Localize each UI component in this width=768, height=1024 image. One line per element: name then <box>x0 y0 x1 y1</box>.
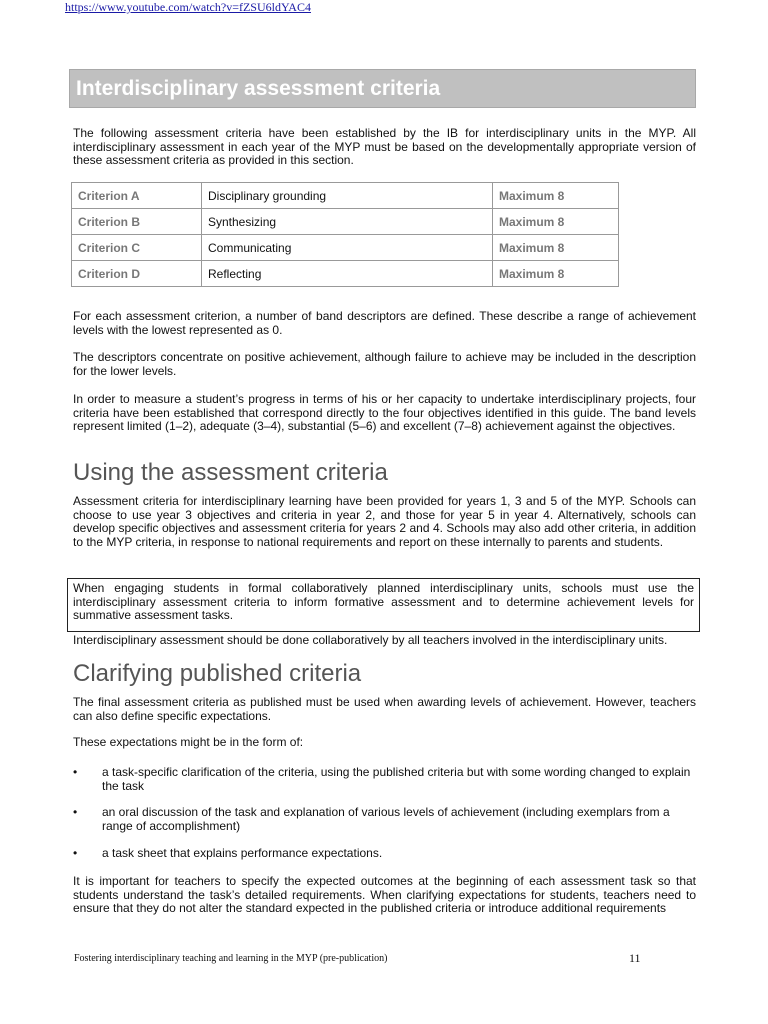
paragraph-expectations: These expectations might be in the form of: <box>73 735 304 749</box>
paragraph-descriptors: The descriptors concentrate on positive achievement, although failure to achieve may be included in the description for the lower levels. <box>73 350 696 378</box>
paragraph-final-criteria: The final assessment criteria as published must be used when awarding levels of achievement. However, teachers can also define specific expectations. <box>73 695 696 723</box>
paragraph-collaborative: Interdisciplinary assessment should be done collaboratively by all teachers involved in the interdisciplinary units. <box>73 633 668 647</box>
criterion-name: Reflecting <box>202 261 493 287</box>
criterion-label: Criterion A <box>72 183 202 209</box>
criterion-name: Communicating <box>202 235 493 261</box>
criterion-maximum: Maximum 8 <box>493 235 619 261</box>
page-footer: Fostering interdisciplinary teaching and learning in the MYP (pre-publication) <box>74 953 388 964</box>
heading-clarifying-criteria: Clarifying published criteria <box>73 660 362 687</box>
boxed-note <box>67 578 700 632</box>
intro-paragraph: The following assessment criteria have been established by the IB for interdisciplinary units in the MYP. All interdisciplinary assessment in each year of the MYP must be based on the developmentally appropriate version of these assessment criteria as provided in this section. <box>73 126 696 168</box>
bullet-icon: • <box>73 765 78 779</box>
list-item: • a task sheet that explains performance expectations. <box>73 846 383 860</box>
boxed-note-text: When engaging students in formal collaboratively planned interdisciplinary units, schools must use the interdisciplinary assessment criteria to inform formative assessment and to determine achievement levels for summative assessment tasks. <box>73 581 694 623</box>
list-item: • an oral discussion of the task and explanation of various levels of achievement (including exemplars from a range of accomplishment) <box>73 805 670 833</box>
criterion-maximum: Maximum 8 <box>493 183 619 209</box>
criterion-name: Disciplinary grounding <box>202 183 493 209</box>
heading-using-criteria: Using the assessment criteria <box>73 459 388 486</box>
criterion-maximum: Maximum 8 <box>493 261 619 287</box>
bullet-icon: • <box>73 846 78 860</box>
paragraph-outcomes: It is important for teachers to specify the expected outcomes at the beginning of each assessment task so that students understand the task’s detailed requirements. When clarifying expectations for students, teachers need to ensure that they do not alter the standard expected in the published criteria or introduce additional requirements <box>73 874 696 916</box>
criterion-maximum: Maximum 8 <box>493 209 619 235</box>
paragraph-progress: In order to measure a student’s progress in terms of his or her capacity to undertake interdisciplinary projects, four criteria have been established that correspond directly to the four objectives identified in this guide. The band levels represent limited (1–2), adequate (3–4), substantial (5–6) and excellent (7–8) achievement against the objectives. <box>73 392 696 434</box>
criterion-label: Criterion B <box>72 209 202 235</box>
paragraph-band-descriptors: For each assessment criterion, a number of band descriptors are defined. These describe a range of achievement levels with the lowest represented as 0. <box>73 309 696 337</box>
bullet-icon: • <box>73 805 78 819</box>
criterion-label: Criterion C <box>72 235 202 261</box>
page-number: 11 <box>629 951 641 965</box>
criterion-name: Synthesizing <box>202 209 493 235</box>
paragraph-years: Assessment criteria for interdisciplinary learning have been provided for years 1, 3 and 5 of the MYP. Schools can choose to use year 3 objectives and criteria in year 2, and those for year 5 in year 4. Alternatively, schools can develop specific objectives and assessment criteria for years 2 and 4. Schools may also add other criteria, in addition to the MYP criteria, in response to national requirements and report on these internally to parents and students. <box>73 494 696 549</box>
table-row <box>72 235 619 261</box>
youtube-link[interactable]: https://www.youtube.com/watch?v=fZSU6ldYAC4 <box>65 0 311 14</box>
table-row <box>72 183 619 209</box>
table-row <box>72 209 619 235</box>
section-title-banner <box>69 69 696 108</box>
list-item: • a task-specific clarification of the criteria, using the published criteria but with some wording changed to explain the task <box>73 765 691 793</box>
table-row <box>72 261 619 287</box>
section-title: Interdisciplinary assessment criteria <box>76 77 441 100</box>
criteria-table <box>71 182 619 287</box>
criterion-label: Criterion D <box>72 261 202 287</box>
